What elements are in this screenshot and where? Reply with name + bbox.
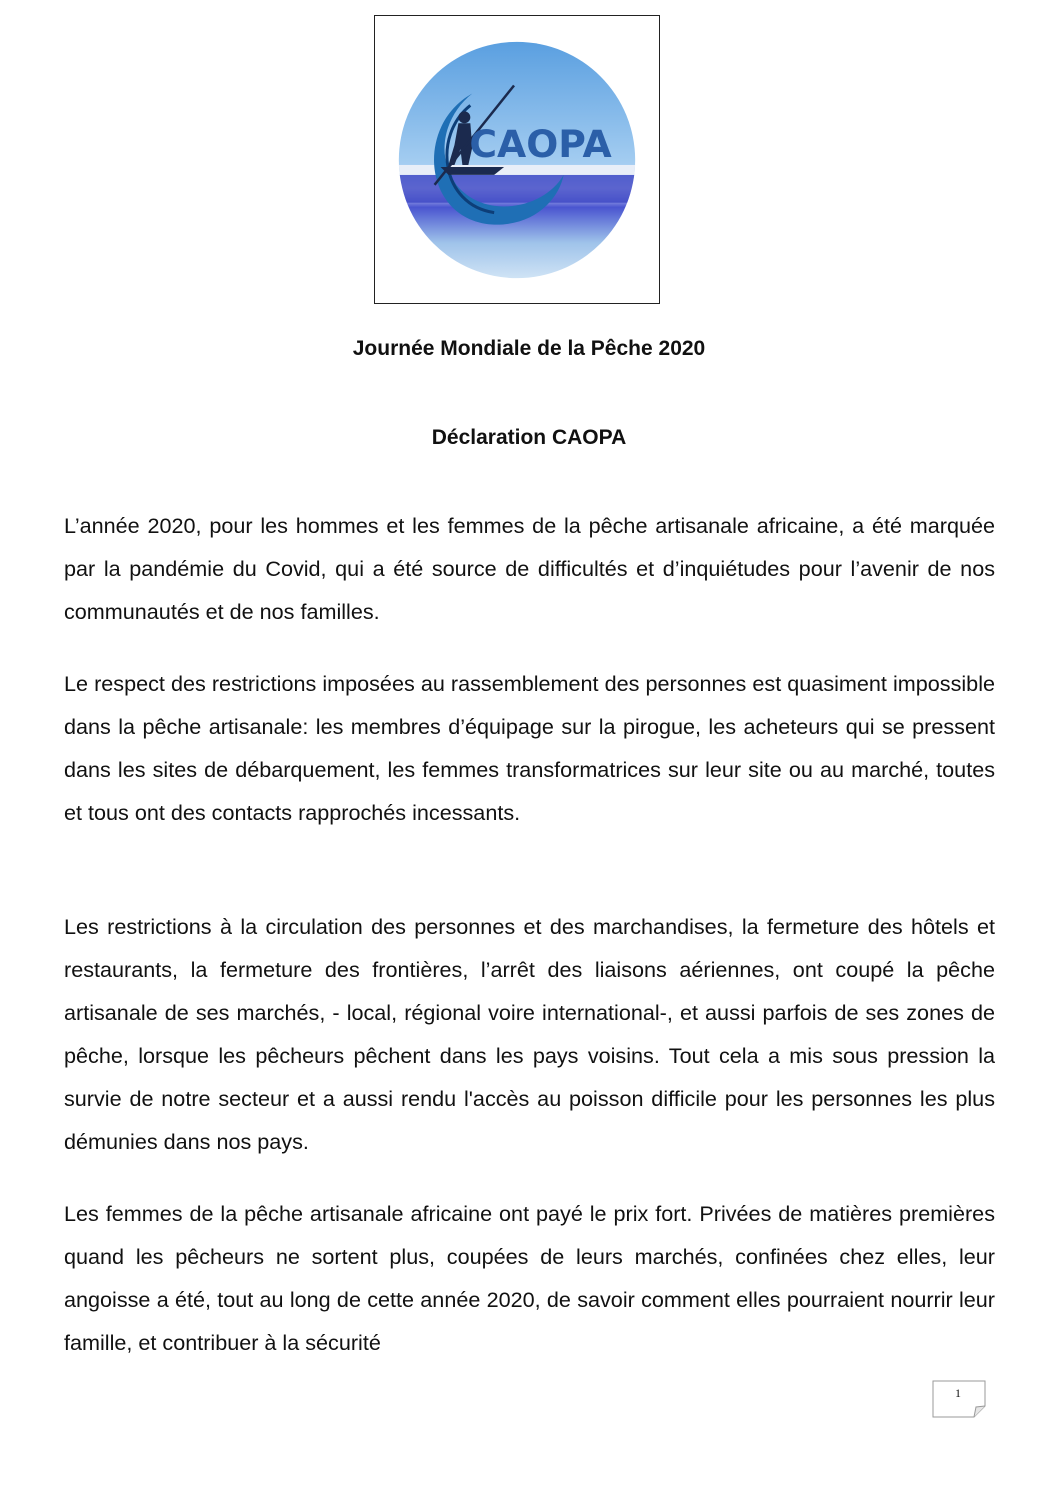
logo-frame (374, 15, 660, 304)
page-subtitle: Déclaration CAOPA (431, 426, 627, 449)
page-title: Journée Mondiale de la Pêche 2020 (352, 337, 706, 360)
svg-text:CAOPA: CAOPA (469, 122, 612, 167)
paragraph-3: Les restrictions à la circulation des personnes et des marchandises, la fermeture des hôtels et restaurants, la fermeture des frontières, l’arrêt des liaisons aériennes, ont coupé la pêche artisanale de ses marchés, - local, régional voire international-, et aussi parfois de ses zones de pêche, lorsque les pêcheurs pêchent dans les pays voisins. Tout cela a mis sous pression la survie de notre secteur et a aussi rendu l'accès au poisson difficile pour les personnes les plus démunies dans nos pays. (64, 914, 995, 1154)
page-number: 1 (955, 1386, 961, 1400)
page-number-box (932, 1380, 986, 1418)
paragraph-4: Les femmes de la pêche artisanale africaine ont payé le prix fort. Privées de matières premières quand les pêcheurs ne sortent plus, coupées de leurs marchés, confinées chez elles, leur angoisse a été, tout au long de cette année 2020, de savoir comment elles pourraient nourrir leur famille, et contribuer à la sécurité (64, 1201, 995, 1355)
paragraph-1: L’année 2020, pour les hommes et les femmes de la pêche artisanale africaine, a été marquée par la pandémie du Covid, qui a été source de difficultés et d’inquiétudes pour l’avenir de nos communautés et de nos familles. (64, 513, 995, 624)
caopa-logo (375, 16, 659, 303)
paragraph-2: Le respect des restrictions imposées au rassemblement des personnes est quasiment impossible dans la pêche artisanale: les membres d’équipage sur la pirogue, les acheteurs qui se pressent dans les sites de débarquement, les femmes transformatrices sur leur site ou au marché, toutes et tous ont des contacts rapprochés incessants. (64, 671, 995, 825)
